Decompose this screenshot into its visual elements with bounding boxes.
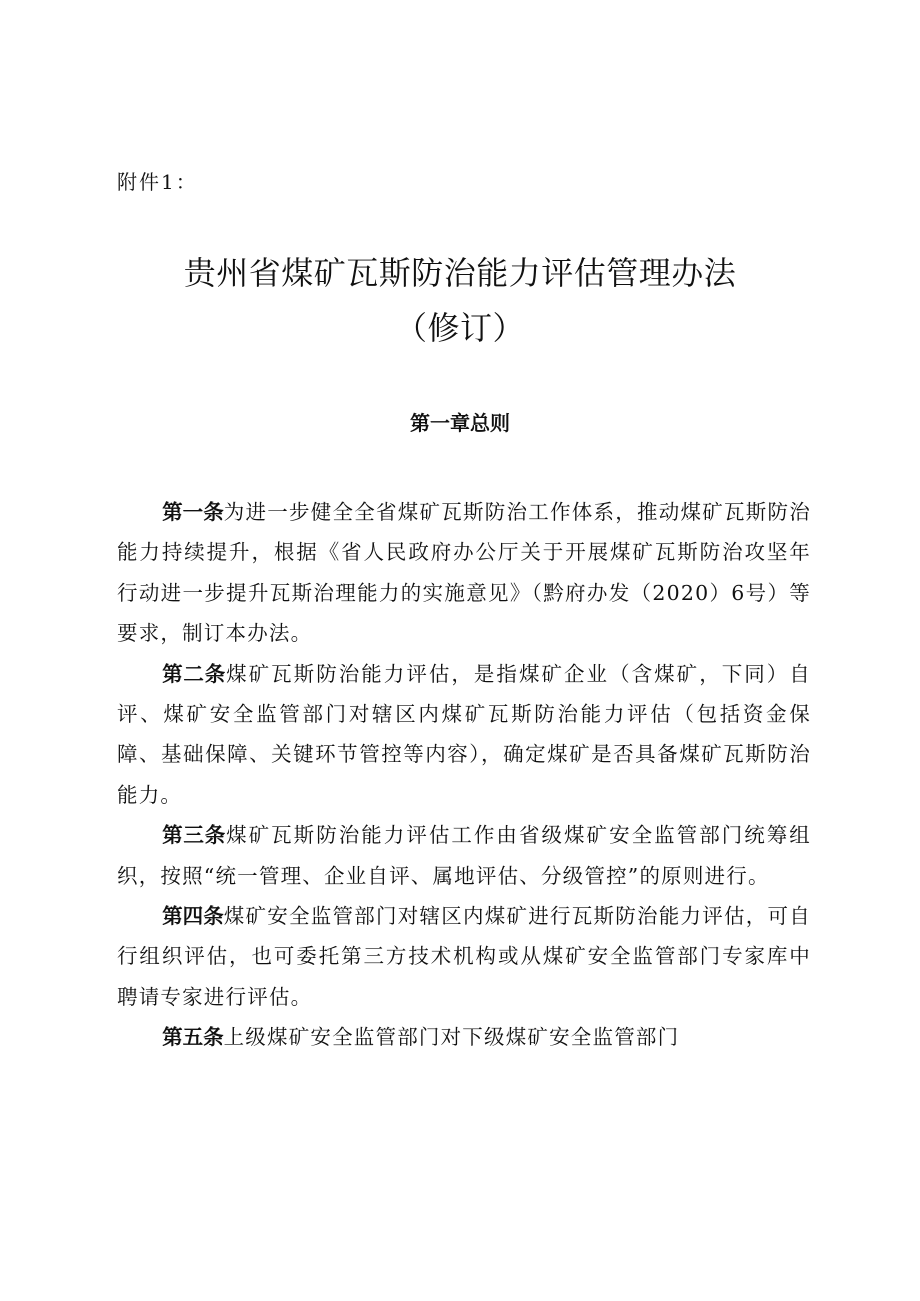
document-body (117, 492, 811, 1058)
article-label: 第四条 (162, 904, 224, 929)
chapter-heading: 第一章总则 (410, 411, 510, 435)
article-1 (117, 492, 811, 654)
article-text: 煤矿安全监管部门对辖区内煤矿进行瓦斯防治能力评估，可自行组织评估，也可委托第三方技术机构或从煤矿安全监管部门专家库中聘请专家进行评估。 (117, 904, 811, 1009)
document-subtitle: （修订） (394, 309, 525, 347)
document-title: 贵州省煤矿瓦斯防治能力评估管理办法 (183, 254, 737, 292)
article-text: 上级煤矿安全监管部门对下级煤矿安全监管部门 (223, 1025, 680, 1050)
article-label: 第五条 (162, 1025, 224, 1050)
article-label: 第三条 (162, 823, 227, 848)
article-2 (117, 654, 811, 816)
article-text: 煤矿瓦斯防治能力评估，是指煤矿企业（含煤矿，下同）自评、煤矿安全监管部门对辖区内煤矿瓦斯防治能力评估（包括资金保障、基础保障、关键环节管控等内容），确定煤矿是否具备煤矿瓦斯防治能力。 (117, 661, 812, 807)
article-4 (117, 896, 811, 1017)
article-text: 为进一步健全全省煤矿瓦斯防治工作体系，推动煤矿瓦斯防治能力持续提升，根据《省人民政府办公厅关于开展煤矿瓦斯防治攻坚年行动进一步提升瓦斯治理能力的实施意见》（黔府办发（2020）6号）等要求，制订本办法。 (117, 500, 811, 646)
article-3 (117, 815, 811, 896)
article-label: 第一条 (162, 500, 224, 524)
article-5 (117, 1017, 811, 1057)
article-text: 煤矿瓦斯防治能力评估工作由省级煤矿安全监管部门统筹组织，按照“统一管理、企业自评、属地评估、分级管控”的原则进行。 (117, 823, 812, 888)
article-label: 第二条 (162, 661, 227, 686)
attachment-label: 附件1： (117, 170, 198, 194)
